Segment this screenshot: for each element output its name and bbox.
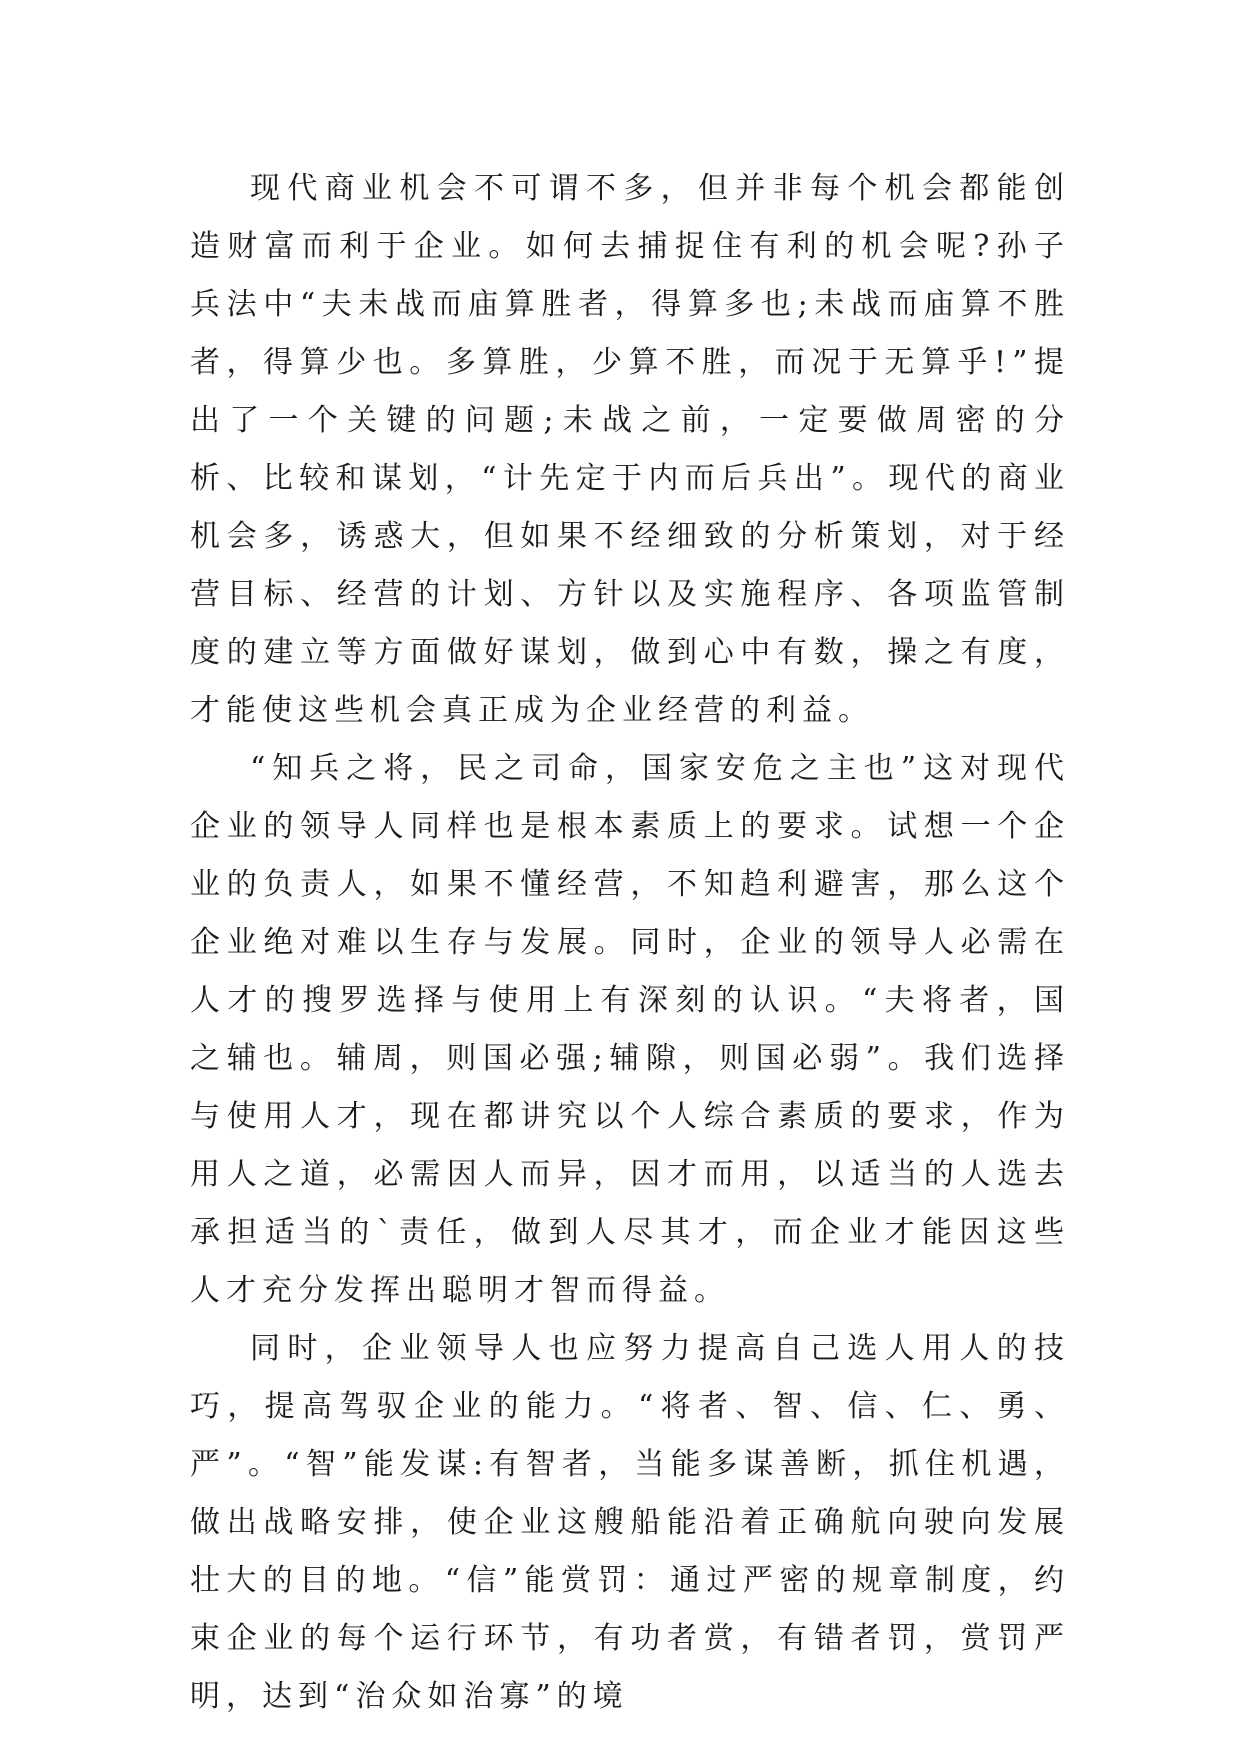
paragraph-leader-skills: 同时，企业领导人也应努力提高自己选人用人的技巧，提高驾驭企业的能力。“将者、智、信、仁、勇、严”。“智”能发谋:有智者，当能多谋善断，抓住机遇，做出战略安排，使企业这艘船能沿着正确航向驶向发展壮大的目的地。“信”能赏罚：通过严密的规章制度，约束企业的每个运行环节，有功者赏，有错者罚，赏罚严明，达到“治众如治寡”的境	[190, 1331, 1070, 1714]
paragraph-business-opportunity: 现代商业机会不可谓不多，但并非每个机会都能创造财富而利于企业。如何去捕捉住有利的机会呢?孙子兵法中“夫未战而庙算胜者，得算多也;未战而庙算不胜者，得算少也。多算胜，少算不胜，而况于无算乎!”提出了一个关键的问题;未战之前，一定要做周密的分析、比较和谋划，“计先定于内而后兵出”。现代的商业机会多，诱惑大，但如果不经细致的分析策划，对于经营目标、经营的计划、方针以及实施程序、各项监管制度的建立等方面做好谋划，做到心中有数，操之有度，才能使这些机会真正成为企业经营的利益。	[190, 171, 1070, 728]
paragraph-leadership-quality: “知兵之将，民之司命，国家安危之主也”这对现代企业的领导人同样也是根本素质上的要求。试想一个企业的负责人，如果不懂经营，不知趋利避害，那么这个企业绝对难以生存与发展。同时，企业的领导人必需在人才的搜罗选择与使用上有深刻的认识。“夫将者，国之辅也。辅周，则国必强;辅隙，则国必弱”。我们选择与使用人才，现在都讲究以个人综合素质的要求，作为用人之道，必需因人而异，因才而用，以适当的人选去承担适当的`责任，做到人尽其才，而企业才能因这些人才充分发挥出聪明才智而得益。	[190, 751, 1070, 1308]
document-body	[190, 160, 1070, 1726]
